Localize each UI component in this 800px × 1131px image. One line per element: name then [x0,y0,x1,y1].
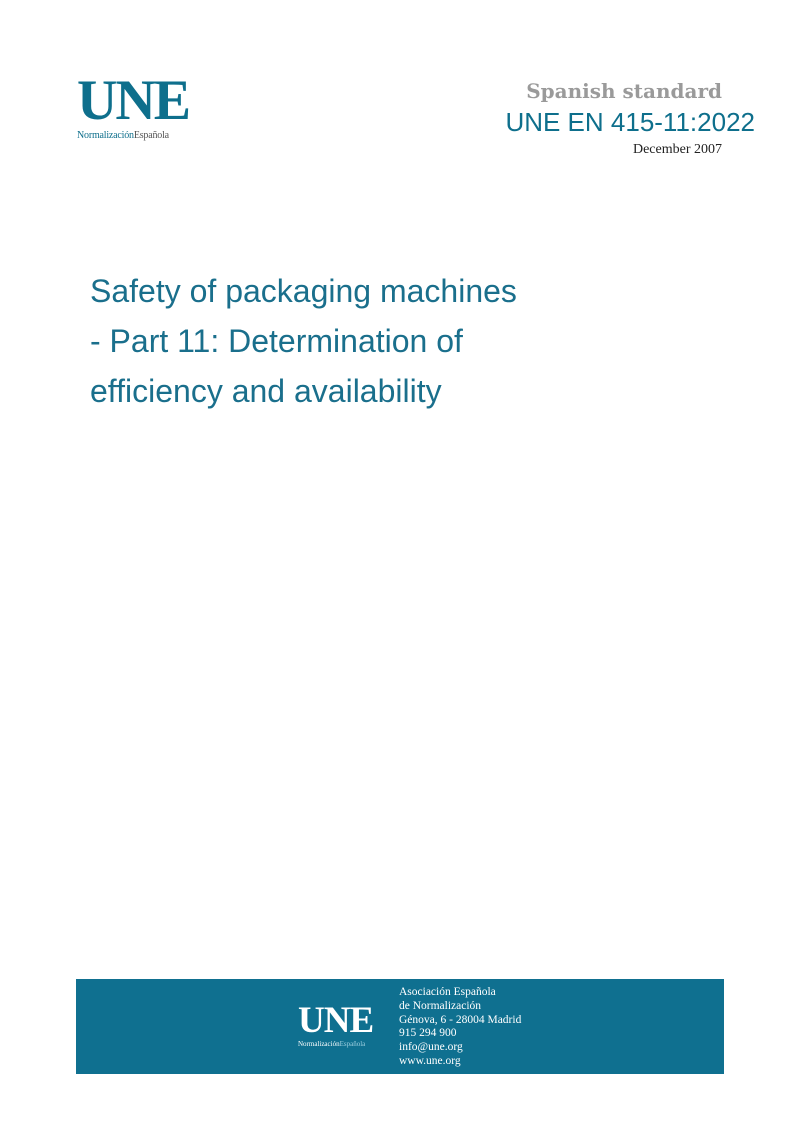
document-title-line-1: Safety of packaging machines [90,273,517,309]
footer-email: info@une.org [399,1041,463,1054]
footer-une-logo [298,1000,388,1054]
footer-band [76,979,724,1074]
une-logo-mark: UNE [77,69,190,132]
footer-org-name-line-1: Asociación Española [399,986,496,998]
une-logo-subtitle-part2: Española [133,130,169,141]
footer-street-address: Génova, 6 - 28004 Madrid [399,1013,522,1026]
footer-address [399,986,521,1069]
document-title-line-2: - Part 11: Determination of [90,323,463,359]
une-logo [77,69,197,145]
footer-org-name-line-2: de Normalización [399,999,482,1012]
footer-phone: 915 294 900 [399,1027,457,1040]
standard-type: Spanish standard [526,79,722,103]
une-logo-subtitle-part1: Normalización [77,130,134,141]
footer-une-logo-mark: UNE [298,1000,374,1041]
document-title-line-3: efficiency and availability [90,373,442,409]
footer-une-logo-subtitle [298,1040,388,1048]
footer-website: www.une.org [399,1054,461,1067]
footer-une-logo-subtitle-part1: Normalización [298,1040,340,1048]
standard-code: UNE EN 415-11:2022 [505,107,755,137]
footer-une-logo-subtitle-part2: Española [339,1040,366,1048]
standard-date: December 2007 [632,142,722,157]
document-title [90,266,560,416]
